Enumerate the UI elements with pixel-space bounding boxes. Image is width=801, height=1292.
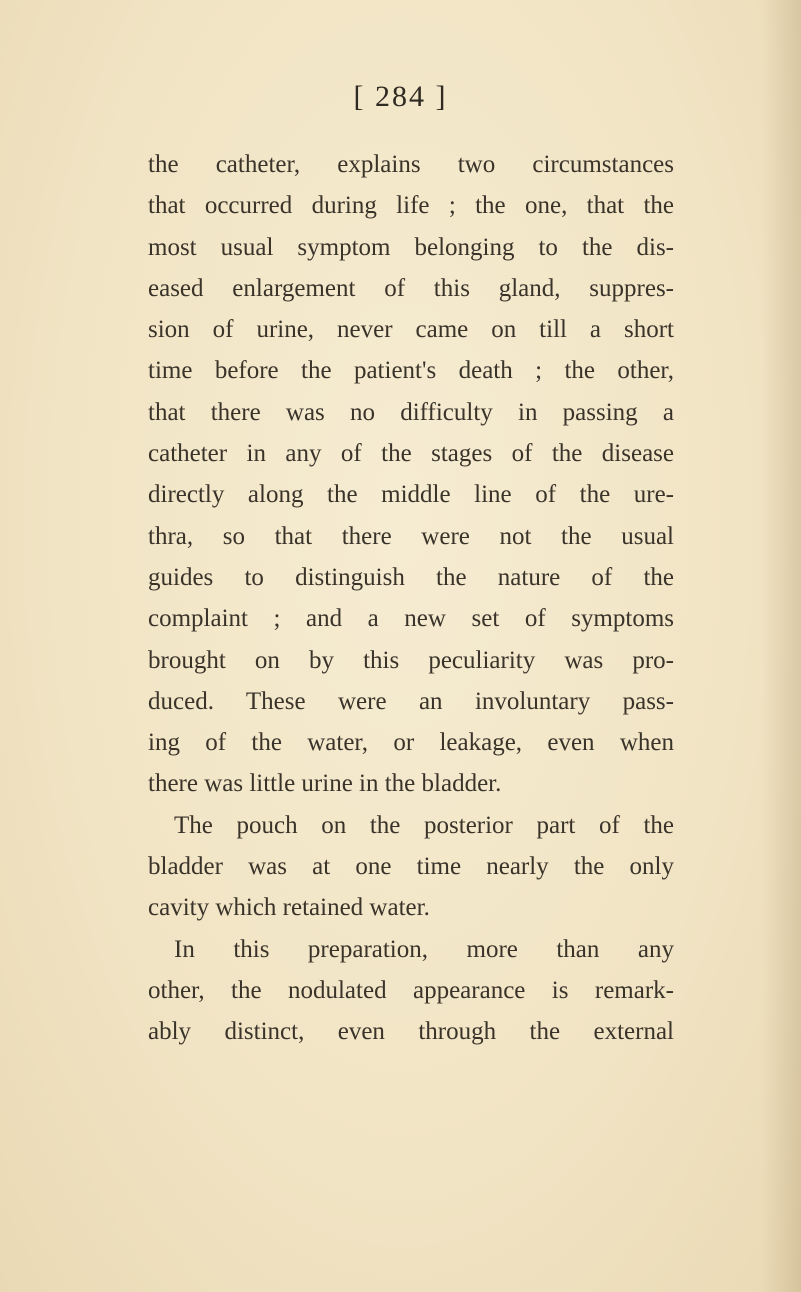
text-line: other, the nodulated appearance is remark- (148, 976, 674, 1004)
text-line: cavity which retained water. (148, 894, 430, 922)
page-number: [ 284 ] (353, 80, 448, 113)
text-line: brought on by this peculiarity was pro- (148, 646, 674, 674)
text-line: ing of the water, or leakage, even when (148, 729, 674, 757)
text-line: thra, so that there were not the usual (148, 522, 674, 550)
text-line: In this preparation, more than any (174, 935, 674, 963)
text-line: catheter in any of the stages of the disease (148, 440, 674, 468)
text-line: sion of urine, never came on till a short (148, 316, 674, 344)
text-line: eased enlargement of this gland, suppres- (148, 274, 674, 302)
text-line: the catheter, explains two circumstances (148, 151, 674, 178)
text-line: complaint ; and a new set of symptoms (148, 605, 674, 633)
page-edge-shadow (761, 0, 801, 1292)
text-line: duced. These were an involuntary pass- (148, 687, 674, 715)
text-line: there was little urine in the bladder. (148, 770, 502, 798)
text-line: most usual symptom belonging to the dis- (148, 233, 674, 261)
text-line: time before the patient's death ; the other, (148, 357, 674, 385)
text-line: that there was no difficulty in passing a (148, 398, 674, 426)
text-line: that occurred during life ; the one, that the (148, 192, 674, 220)
text-line: directly along the middle line of the ure- (148, 481, 674, 509)
text-line: guides to distinguish the nature of the (148, 563, 674, 591)
text-line: ably distinct, even through the external (148, 1018, 674, 1046)
text-line: bladder was at one time nearly the only (148, 853, 674, 881)
body-text (148, 144, 674, 1053)
text-line: The pouch on the posterior part of the (174, 811, 674, 839)
